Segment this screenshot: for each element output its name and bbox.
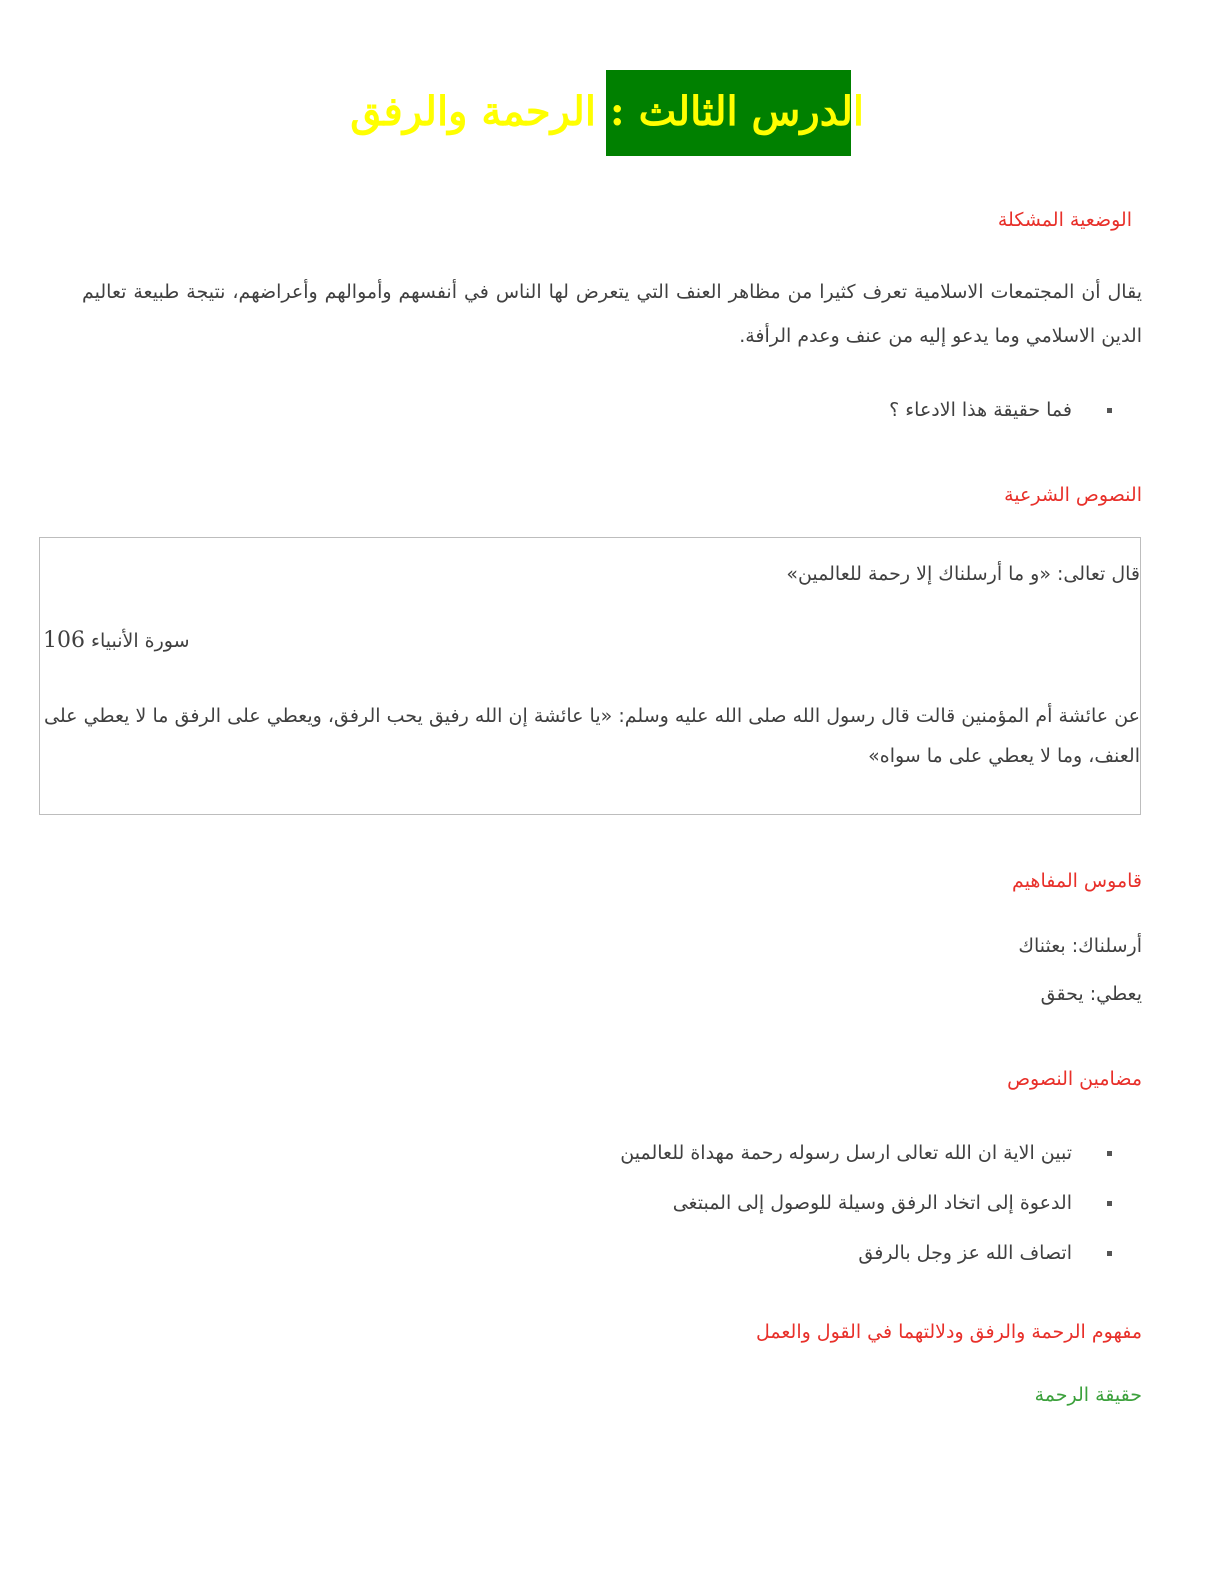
list-item <box>889 397 1072 447</box>
concept-heading: مفهوم الرحمة والرفق ودلالتهما في القول والعمل <box>755 1321 1142 1343</box>
dictionary-entry: يعطي: يحقق <box>1040 983 1142 1005</box>
list-item-text: اتصاف الله عز وجل بالرفق <box>858 1242 1072 1264</box>
surah-name: سورة الأنبياء <box>91 630 190 652</box>
title-separator: : <box>595 88 639 135</box>
bullet-icon <box>1107 1151 1112 1156</box>
texts-box <box>39 537 1141 815</box>
list-item <box>620 1140 1072 1190</box>
problem-heading: الوضعية المشكلة <box>997 209 1132 231</box>
bullet-icon <box>1107 1201 1112 1206</box>
problem-question-list <box>889 397 1072 447</box>
list-item-text: تبين الاية ان الله تعالى ارسل رسوله رحمة مهداة للعالمين <box>620 1142 1072 1164</box>
mercy-heading: حقيقة الرحمة <box>1034 1384 1142 1406</box>
dictionary-heading: قاموس المفاهيم <box>1012 870 1142 892</box>
surah-reference <box>43 628 190 653</box>
bullet-icon <box>1107 408 1112 413</box>
problem-paragraph: يقال أن المجتمعات الاسلامية تعرف كثيرا من مظاهر العنف التي يتعرض لها الناس في أنفسهم وأموالهم وأعراضهم، نتيجة طبيعة تعاليم الدين الاسلامي وما يدعو إليه من عنف وعدم الرأفة. <box>82 281 1142 347</box>
lesson-title <box>0 70 1224 156</box>
title-rest: الرحمة والرفق <box>350 88 596 135</box>
title-highlighted: الدرس الثالث <box>638 88 864 135</box>
texts-heading: النصوص الشرعية <box>1004 484 1142 506</box>
contents-list <box>620 1140 1072 1290</box>
contents-heading: مضامين النصوص <box>1007 1068 1142 1090</box>
verse-text: قال تعالى: «و ما أرسلناك إلا رحمة للعالمين» <box>786 563 1140 585</box>
bullet-icon <box>1107 1251 1112 1256</box>
list-item <box>620 1190 1072 1240</box>
surah-number: 106 <box>43 628 85 653</box>
dictionary-entry: أرسلناك: بعثناك <box>1018 935 1142 957</box>
list-item <box>620 1240 1072 1290</box>
list-item-text: فما حقيقة هذا الادعاء ؟ <box>889 399 1072 421</box>
title-text <box>350 86 864 138</box>
hadith-text: عن عائشة أم المؤمنين قالت قال رسول الله صلى الله عليه وسلم: «يا عائشة إن الله رفيق يحب الرفق، ويعطي على الرفق ما لا يعطي على العنف، وما لا يعطي على ما سواه» <box>44 705 1140 767</box>
list-item-text: الدعوة إلى اتخاد الرفق وسيلة للوصول إلى المبتغى <box>672 1192 1072 1214</box>
